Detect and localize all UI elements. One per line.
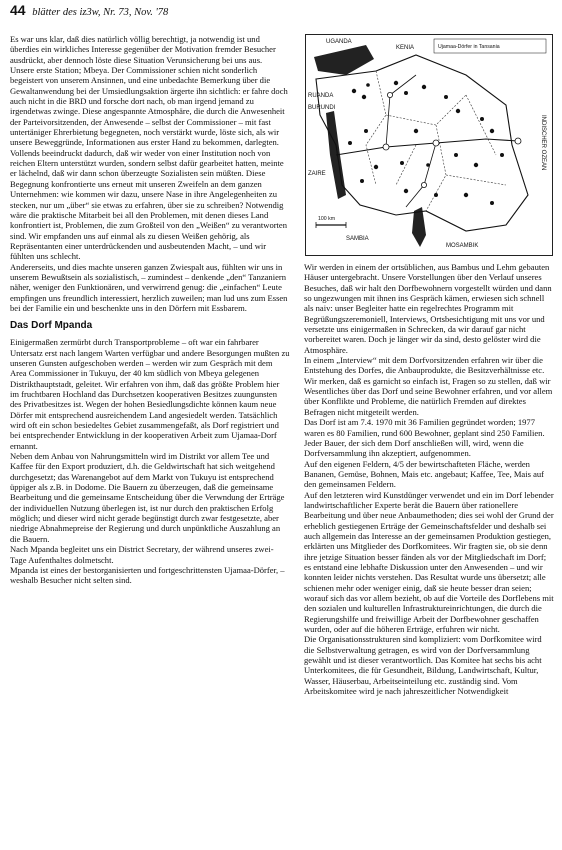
- paragraph: Mpanda ist eines der bestorganisierten und fortgeschrittensten Ujamaa-Dörfer, – weshalb Besucher nicht selten sind.: [10, 564, 285, 586]
- railway-line: [336, 139, 518, 155]
- paragraph: Auf den letzteren wird Kunstdünger verwendet und ein im Dorf lebender landwirtschaftlicher Experte berät die Bauern über rationellere Bearbeitung und über neue Anbaumethoden; dies sei wohl der Grund der erheblich gestiegenen Erträge der Gemeinschaftsfelder und deshalb sei auch allgemein das Interesse an der gemeinsamen Produktion gestiegen, erklärten uns Mitglieder des Dorfkomitees. Wir fragten sie, ob sie denn ihre jetzige Situation besser fänden als vor der Mitgliedschaft im Dorf; es entstand eine lebhafte Diskussion unter den Anwesenden – und wir konnten leider nichts verstehen. Das Resultat wurde uns übersetzt; alle schienen mehr oder weniger einig, daß sie heute besser dran seien; worauf sich das vor allem bezieht, ob auf die Vorteile des Dorflebens mit den sozialen und kulturellen Infrastruktureinrichtungen, die durch die Regierungshilfe und freiwillige Arbeit der Dorfbewohner geschaffen wurden, oder auf die höheren Erträge, erfuhren wir nicht.: [304, 489, 554, 635]
- paragraph: Einigermaßen zermürbt durch Transportprobleme – oft war ein fahrbarer Untersatz erst nach langem Warten verfügbar und andere Besorgungen mußten zu unseren Gunsten aufgeschoben werden – werden wir zum Gespräch mit dem Area Commissioner in Tukuyu, der 40 km südlich von Mbeya gelegenen Distrikthauptstadt, geleitet. Wir erfahren von ihm, daß das größte Problem hier im fruchtbaren Hochland das Durchsetzen kooperativen Besitzes zuungunsten des Privatbesitzes ist. Wegen der hohen Besiedlungsdichte können kaum neue Dörfer mit entsprechend ausreichendem Land angesiedelt werden. Tatsächlich wird oft ein schon besiedeltes Gebiet zusammengefaßt, als Dorf registriert und bei entsprechender Entwicklung in der kooperativen Arbeit zum Ujamaa-Dorf ernannt.: [10, 337, 290, 451]
- legend-title: Ujamaa-Dörfer in Tansania: [438, 44, 500, 50]
- paragraph: Wir werden in einem der ortsüblichen, aus Bambus und Lehm gebauten Häuser untergebracht. Unsere Vorstellungen über den Verlauf unseres Besuches, daß wir halt den Dorfbewohnern vorgestellt würden und dann so ungezwungen mit ihnen ins Gespräch kämen, erwiesen sich schnell als naiv: unser Begleiter hatte ein regelrechtes Programm mit Begrüßungszeremoniell, Interviews, Ortsbesichtigung mit uns vor und versetzte uns einigermaßen in Schrecken, da wir darauf gar nicht vorbereitet waren. Doch je länger wir da sind, desto gelöster wird die Atmosphäre.: [304, 262, 552, 355]
- label-zaire: ZAIRE: [308, 171, 326, 177]
- paragraph: Neben dem Anbau von Nahrungsmitteln wird im Distrikt vor allem Tee und Kaffee für den Export produziert, d.h. die Geldwirtschaft hat sich weitgehend durchgesetzt; das Warenangebot auf dem Markt von Tukuyu ist entsprechend üppiger als z.B. in Dodome. Die Bauern zu überzeugen, daß die gemeinsame Bearbeitung und die gemeinsame Entscheidung über die Verwndung der Erträge der individuellen Nutzung überlegen ist, ist nur durch den praktischen Erfolg möglich; und dieser wird nicht gerade begünstigt durch zwar festgesetzte, aber niedrige Abnahmepreise der Regierung und durch unpünktliche Auszahlung an die Bauern.: [10, 451, 285, 544]
- road-north: [386, 75, 416, 147]
- page-number: 44: [10, 2, 26, 18]
- section-heading: Das Dorf Mpanda: [10, 320, 93, 332]
- right-column: [304, 262, 554, 846]
- country-outline: [316, 55, 528, 231]
- paragraph: Die Organisationsstrukturen sind kompliziert: vom Dorfkomitee wird die Selbstverwaltung getragen, es wird von der Dorfversammlung gewählt und ist dieser verantwortlich. Das Komitee hat sechs bis acht Unterkomitees, die für Gesundheit, Bildung, Landwirtschaft, Kultur, Wasser, Häuserbau, Arbeitseinteilung etc. zuständig sind. Vom Arbeitskomitee wird je nach jahreszeitlicher Notwendigkeit: [304, 634, 542, 697]
- paragraph: Unsere erste Station; Mbeya. Der Commissioner schien nicht sonderlich begeistert von unserem Ansinnen, und eine unbedachte Bemerkung über die Gewaltanwendung bei der Umsiedlungsaktion ärgerte ihn sichtlich: er fahre doch auch nicht in die BRD und forsche dort nach, ob man irgend jemand zu irgendetwas zwinge. Diese angespannte Atmosphäre, die durch die Anwesenheit der Parteivorsitzenden, der Anwesende – selbst der Commissioner – mit fast untertäniger Ehrerbietung begegneten, noch verstärkt wurde, löste sich, als wir unsere Beweggründe, Informationen aus erster Hand zu bekommen, darlegten. Vollends beeindruckt dadurch, daß wir weder von einer Institution noch von reichen Eltern unterstützt wurden, sondern selbst dafür gearbeitet hatten, meinte er lächelnd, daß wir dann schon überzeugte Sozialisten sein müßten. Diese Begegnung konfrontierte uns erneut mit unseren Zweifeln an dem ganzen Unternehmen: wie kommen wir dazu, unsere Nase in ihre Angelegenheiten zu stecken, nur um „über“ sie etwas zu erfahren, über sie zu schreiben? Notwendig wäre die praktische Mitarbeit bei all den Problemen, mit denen dieses Land konfrontiert ist, Problemen, die zum Großteil von den „Weißen“ zu verantworten sind. Wir empfanden uns auf einmal als zu diesen Weißen gehörig, als Repräsentanten einer unterdrückenden und ausbeutenden Macht, – und wir fühlten uns schlecht.: [10, 65, 288, 262]
- label-ruanda: RUANDA: [308, 93, 334, 99]
- tanzania-map: [306, 35, 552, 255]
- label-uganda: UGANDA: [326, 39, 352, 45]
- scale-bar: [316, 216, 346, 228]
- road-south: [406, 143, 436, 207]
- paragraph: Das Dorf ist am 7.4. 1970 mit 36 Familien gegründet worden; 1977 waren es 80 Familien, rund 600 Bewohner, geplant sind 250 Familien. Jeder Bauer, der sich dem Dorf anschließen will, wird, wenn die Dorfversammlung ihn akzeptiert, aufgenommen.: [304, 417, 545, 459]
- label-indian-ocean: INDISCHER OZEAN: [540, 115, 546, 171]
- label-sambia: SAMBIA: [346, 236, 369, 242]
- paragraph: Nach Mpanda begleitet uns ein District Secretary, der während unseres zwei-Tage Aufenthaltes dolmetscht.: [10, 544, 274, 565]
- label-mosambik: MOSAMBIK: [446, 243, 479, 249]
- running-title: blätter des iz3w, Nr. 73, Nov. '78: [32, 7, 169, 18]
- label-burundi: BURUNDI: [308, 105, 336, 111]
- paragraph: Es war uns klar, daß dies natürlich völlig berechtigt, ja notwendig ist und überdies ein wirkliches Interesse gegenüber der Motivation fremder Besucher ausdrückt, aber dennoch löste diese Situation Verunsicherung bei uns aus.: [10, 34, 276, 65]
- label-kenia: KENIA: [396, 45, 415, 51]
- paragraph: Auf den eigenen Feldern, 4/5 der bewirtschafteten Fläche, werden Bananen, Gemüse, Bohnen, Mais etc. angebaut; Kaffee, Tee, Mais auf den gemeinsamen Feldern.: [304, 458, 544, 490]
- paragraph: Andererseits, und dies machte unseren ganzen Zwiespalt aus, fühlten wir uns in unserem Bewußtsein als sozialistisch, – zumindest – denkende „den“ Tanzaniern näher, weniger den Funktionären, und verwirrend genug: die „einfachen“ Leute empfingen uns freundlich interessiert, herzlich zuweilen; man lud uns zum Essen bei der Familie ein und beschenkte uns in den Dörfern mit Essbarem.: [10, 261, 288, 313]
- left-column: [10, 34, 290, 846]
- lake-victoria: [314, 45, 374, 75]
- paragraph: In einem „Interview“ mit dem Dorfvorsitzenden erfahren wir über die Entstehung des Dorfes, die Anbauprodukte, die Besitzverhältnisse etc. Wir merken, daß es garnicht so einfach ist, Fragen so zu stellen, daß wir Wesentliches über das Dorf und seine Bewohner erfahren, und vor allem über Konflikte und Probleme, die natürlich Fremden auf direktes Befragen nicht mitgeteilt werden.: [304, 355, 553, 417]
- map-legend: [434, 39, 546, 53]
- scale-label: 100 km: [318, 216, 336, 222]
- page-header: [10, 2, 168, 18]
- map-figure: [305, 34, 553, 256]
